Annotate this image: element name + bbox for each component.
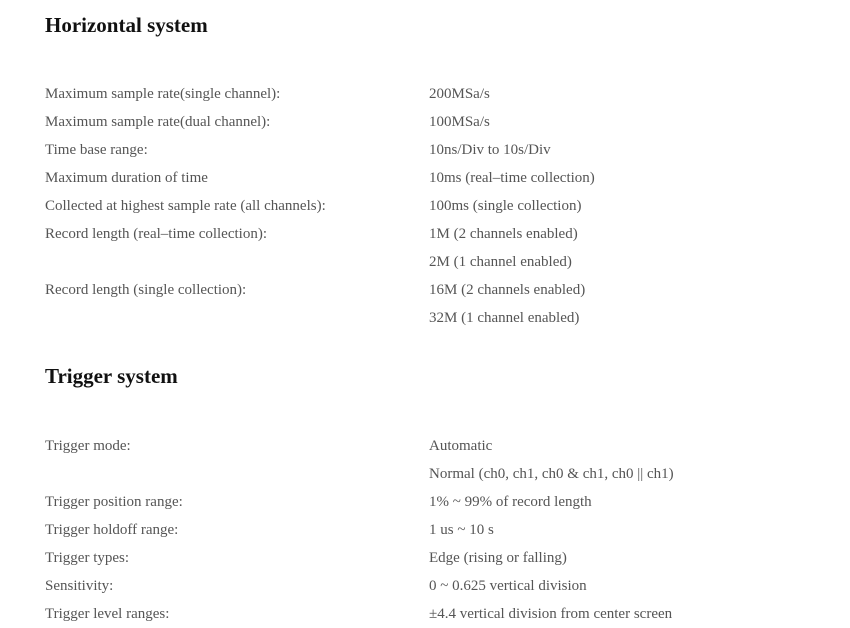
spec-row <box>45 248 825 276</box>
spec-value: Edge (rising or falling) <box>429 550 567 566</box>
spec-row <box>45 108 825 136</box>
spec-label: Maximum duration of time <box>45 170 208 186</box>
spec-label: Maximum sample rate(dual channel): <box>45 114 271 130</box>
spec-label: Trigger types: <box>45 550 130 566</box>
spec-value: 1% ~ 99% of record length <box>429 494 592 510</box>
spec-value: 32M (1 channel enabled) <box>429 310 580 326</box>
spec-value: 16M (2 channels enabled) <box>429 282 586 298</box>
spec-label: Trigger holdoff range: <box>45 522 179 538</box>
spec-row <box>45 488 825 516</box>
spec-value: 1M (2 channels enabled) <box>429 226 578 242</box>
spec-label: Collected at highest sample rate (all channels): <box>45 198 326 214</box>
spec-value: ±4.4 vertical division from center screen <box>429 606 673 622</box>
spec-row <box>45 164 825 192</box>
spec-label: Trigger mode: <box>45 438 131 454</box>
spec-value: Automatic <box>429 438 493 454</box>
spec-row <box>45 544 825 572</box>
spec-row <box>45 600 825 628</box>
spec-table <box>45 432 825 628</box>
spec-row <box>45 516 825 544</box>
spec-value: 100MSa/s <box>429 114 490 130</box>
spec-value: 2M (1 channel enabled) <box>429 254 572 270</box>
spec-value: 1 us ~ 10 s <box>429 522 494 538</box>
spec-label: Time base range: <box>45 142 148 158</box>
spec-label: Trigger level ranges: <box>45 606 170 622</box>
spec-label: Sensitivity: <box>45 578 114 594</box>
spec-label: Record length (real–time collection): <box>45 226 267 242</box>
trigger-system-section <box>45 363 825 628</box>
spec-row <box>45 220 825 248</box>
spec-row <box>45 460 825 488</box>
spec-value: 100ms (single collection) <box>429 198 582 214</box>
spec-label: Trigger position range: <box>45 494 183 510</box>
section-title: Horizontal system <box>45 13 208 37</box>
spec-row <box>45 432 825 460</box>
spec-row <box>45 572 825 600</box>
spec-value: Normal (ch0, ch1, ch0 & ch1, ch0 || ch1) <box>429 466 674 482</box>
spec-value: 10ns/Div to 10s/Div <box>429 142 551 158</box>
horizontal-system-section <box>45 12 825 332</box>
spec-row <box>45 136 825 164</box>
spec-row <box>45 192 825 220</box>
section-title: Trigger system <box>45 364 178 388</box>
spec-label: Maximum sample rate(single channel): <box>45 86 281 102</box>
spec-table <box>45 80 825 332</box>
spec-row <box>45 80 825 108</box>
spec-row <box>45 304 825 332</box>
spec-value: 10ms (real–time collection) <box>429 170 595 186</box>
spec-label: Record length (single collection): <box>45 282 247 298</box>
spec-value: 0 ~ 0.625 vertical division <box>429 578 587 594</box>
spec-value: 200MSa/s <box>429 86 490 102</box>
spec-row <box>45 276 825 304</box>
